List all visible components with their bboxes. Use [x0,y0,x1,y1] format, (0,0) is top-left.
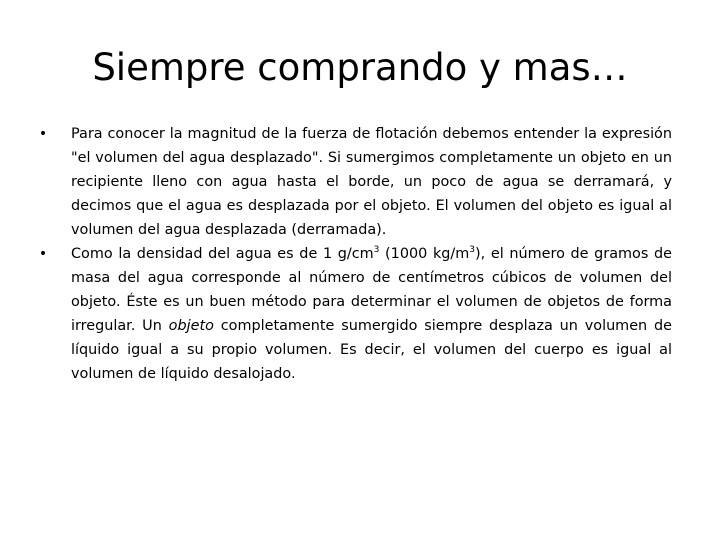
superscript: 3 [469,245,476,256]
bullet-list [36,122,672,386]
emphasized-word: objeto [168,318,214,334]
bullet-icon: • [38,246,48,262]
text-segment: completamente sumergido siempre desplaza un volumen de líquido igual a su propio volumen. Es decir, el volumen del cuerpo es igual al volumen de líquido desalojado. [71,318,672,382]
text-segment: Como la densidad del agua es de 1 g/cm [71,246,374,262]
bullet-item-flotation [36,122,672,242]
bullet-item-density [36,242,672,386]
text-segment: (1000 kg/m [379,246,470,262]
superscript: 3 [373,245,380,256]
bullet-icon: • [38,126,48,142]
bullet-text: Para conocer la magnitud de la fuerza de flotación debemos entender la expresión "el volumen del agua desplazado". Si sumergimos completamente un objeto en un recipiente lleno con agua hasta el borde, un poco de agua se derramará, y decimos que el agua es desplazada por el objeto. El volumen del objeto es igual al volumen del agua desplazada (derramada). [71,126,672,238]
slide-title: Siempre comprando y mas… [92,46,628,89]
text-segment: ), el número de gramos de masa del agua corresponde al número de centímetros cúbicos de volumen del objeto. Éste es un buen método para determinar el volumen de objetos de forma irregular. Un [71,246,672,334]
bullet-text [71,246,672,382]
